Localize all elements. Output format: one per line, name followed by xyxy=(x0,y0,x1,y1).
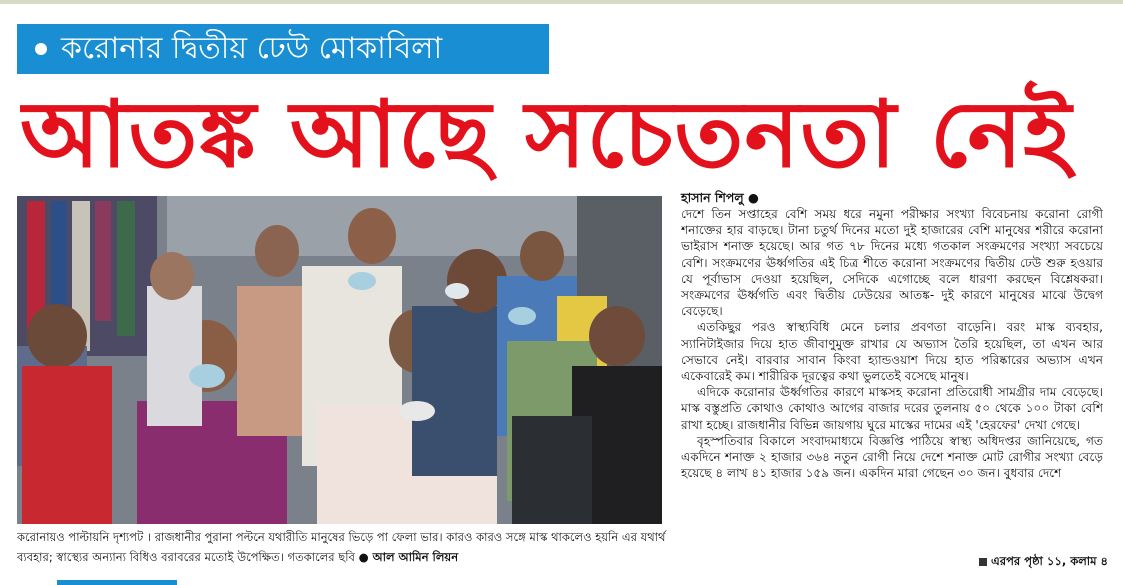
article-paragraph: এতকিছুর পরও স্বাস্থ্যবিধি মেনে চলার প্রবণতা বাড়েনি। বরং মাস্ক ব্যবহার, স্যানিটাইজার দিয়ে হাত জীবাণুমুক্ত রাখার যে অভ্যাস তৈরি হয়েছিল, তা এখন আর সেভাবে নেই। বারবার সাবান কিংবা হ্যান্ডওয়াশ দিয়ে হাত পরিষ্কারের অভ্যাস এখন একেবারেই কম। শারীরিক দূরত্বের কথা ভুলতেই বসেছে মানুষ। xyxy=(681,320,1103,384)
square-bullet-icon xyxy=(979,558,987,566)
photo-caption xyxy=(17,527,667,571)
caption-text: করোনায়ও পাল্টায়নি দৃশ্যপট । রাজধানীর পুরানা পল্টনে যথারীতি মানুষের ভিড়ে পা ফেলা ভার। কারও কারও সঙ্গে মাস্ক থাকলেও হয়নি এর যথার্থ ব্যবহার; স্বাস্থ্যের অন্যান্য বিধিও বরাবরের মতোই উপেক্ষিত। গতকালের ছবি xyxy=(17,530,666,564)
kicker-banner xyxy=(17,24,549,74)
continuation-note xyxy=(958,552,1108,570)
bullet-icon xyxy=(35,43,47,55)
continuation-text: এরপর পৃষ্ঠা ১১, কলাম ৪ xyxy=(991,554,1108,568)
byline: হাসান শিপলু ● xyxy=(681,190,759,205)
news-photo xyxy=(17,196,662,524)
article-paragraph: বৃহস্পতিবার বিকালে সংবাদমাধ্যমে বিজ্ঞপ্তি পাঠিয়ে স্বাস্থ্য অধিদপ্তর জানিয়েছে, গত একদিনে শনাক্ত ২ হাজার ৩৬৪ নতুন রোগী নিয়ে দেশে শনাক্ত মোট রোগীর সংখ্যা বেড়ে হয়েছে ৪ লাখ ৪১ হাজার ১৫৯ জন। একদিন মারা গেছেন ৩০ জন। বুধবার দেশে xyxy=(681,433,1103,481)
article-paragraph: দেশে তিন সপ্তাহের বেশি সময় ধরে নমুনা পরীক্ষার সংখ্যা বিবেচনায় করোনা রোগী শনাক্তের হার বাড়ছে। টানা চতুর্থ দিনের মতো দুই হাজারের বেশি মানুষের শরীরে করোনা ভাইরাস শনাক্ত হয়েছে। আর গত ৭৮ দিনের মধ্যে গতকাল সংক্রমণের সংখ্যা সবচেয়ে বেশি। সংক্রমণের ঊর্ধ্বগতির এই চিত্র শীতে করোনা সংক্রমণের দ্বিতীয় ঢেউ শুরু হওয়ার যে পূর্বাভাস দেওয়া হয়েছিল, সেদিকে এগোচ্ছে বলে ধারণা করছেন বিশ্লেষকরা। সংক্রমণের ঊর্ধ্বগতি এবং দ্বিতীয় ঢেউয়ের আতঙ্ক- দুই কারণে মানুষের মাঝে উদ্বেগ বেড়েছে। xyxy=(681,207,1103,319)
kicker-text: করোনার দ্বিতীয় ঢেউ মোকাবিলা xyxy=(61,31,443,66)
article-body xyxy=(681,206,1103,574)
headline: আতঙ্ক আছে সচেতনতা নেই xyxy=(20,81,1073,188)
bottom-accent-bar xyxy=(57,580,177,585)
article-paragraph: এদিকে করোনার ঊর্ধ্বগতির কারণে মাস্কসহ করোনা প্রতিরোধী সামগ্রীর দাম বেড়েছে। মাস্ক বস্তুপ্রতি কোথাও কোথাও আগের বাজার দরের তুলনায় ৫০ থেকে ১০০ টাকা বেশি রাখা হচ্ছে। রাজধানীর বিভিন্ন জায়গায় ঘুরে মাস্কের দামের এই 'হেরফের' দেখা গেছে। xyxy=(681,385,1103,432)
photo-credit: ● আল আমিন লিয়ন xyxy=(358,550,459,564)
top-rule xyxy=(0,0,1123,4)
